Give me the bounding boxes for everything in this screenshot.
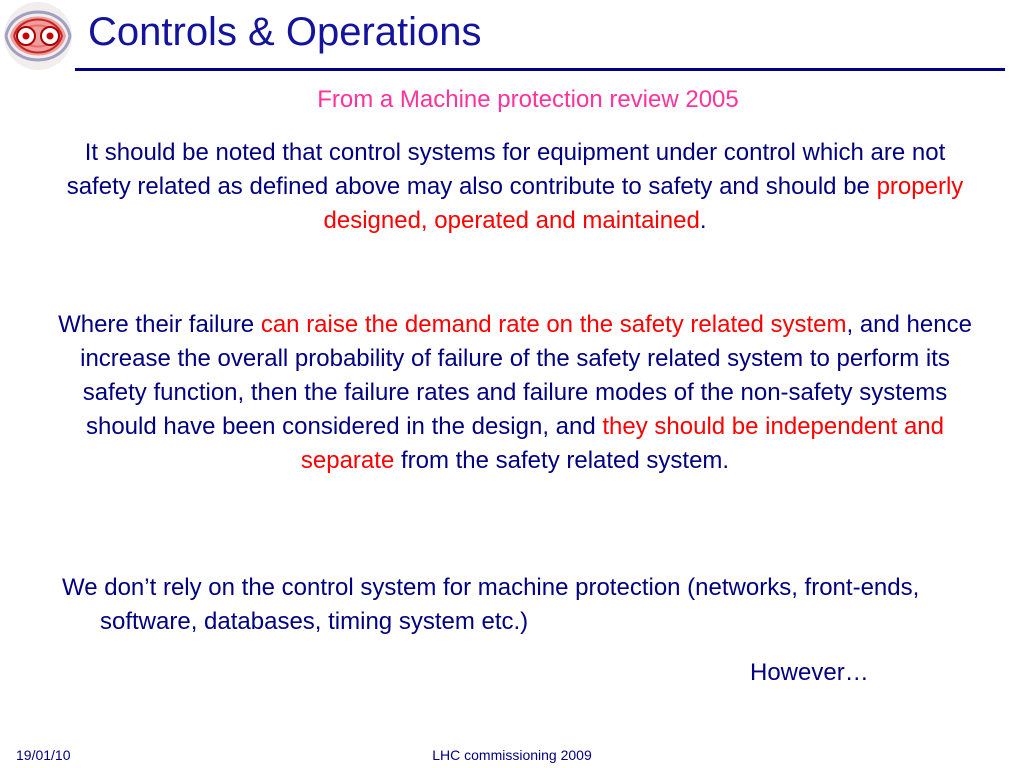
lhc-dipole-logo-icon — [2, 0, 74, 72]
footer-date: 19/01/10 — [16, 747, 71, 763]
paragraph-text: It should be noted that control systems for equipment under control which are not safety related as defined above may also contribute to safety and should be — [66, 139, 946, 200]
slide-title: Controls & Operations — [88, 10, 482, 54]
paragraph-control-systems — [60, 136, 970, 238]
paragraph-failure — [55, 308, 975, 478]
title-divider — [75, 68, 1005, 71]
highlight-text: they should be independent and separate — [300, 413, 944, 474]
paragraph-text: Where their failure — [58, 311, 261, 338]
highlight-text: properly designed, operated and maintained — [323, 173, 964, 234]
paragraph-text: , and hence increase the overall probability of failure of the safety related system to perform its safety function, then the failure rates and failure modes of the non-safety systems should have been considered in the design, and — [80, 311, 972, 440]
however-text: However… — [750, 659, 869, 686]
slide-subtitle: From a Machine protection review 2005 — [317, 86, 739, 113]
footer-event: LHC commissioning 2009 — [432, 747, 592, 763]
paragraph-text: from the safety related system. — [394, 447, 730, 474]
paragraph-text: . — [699, 207, 707, 234]
paragraph-machine-protection: We don’t rely on the control system for machine protection (networks, front-ends, software, databases, timing system etc.) — [62, 574, 920, 635]
highlight-text: can raise the demand rate on the safety related system — [260, 311, 847, 338]
